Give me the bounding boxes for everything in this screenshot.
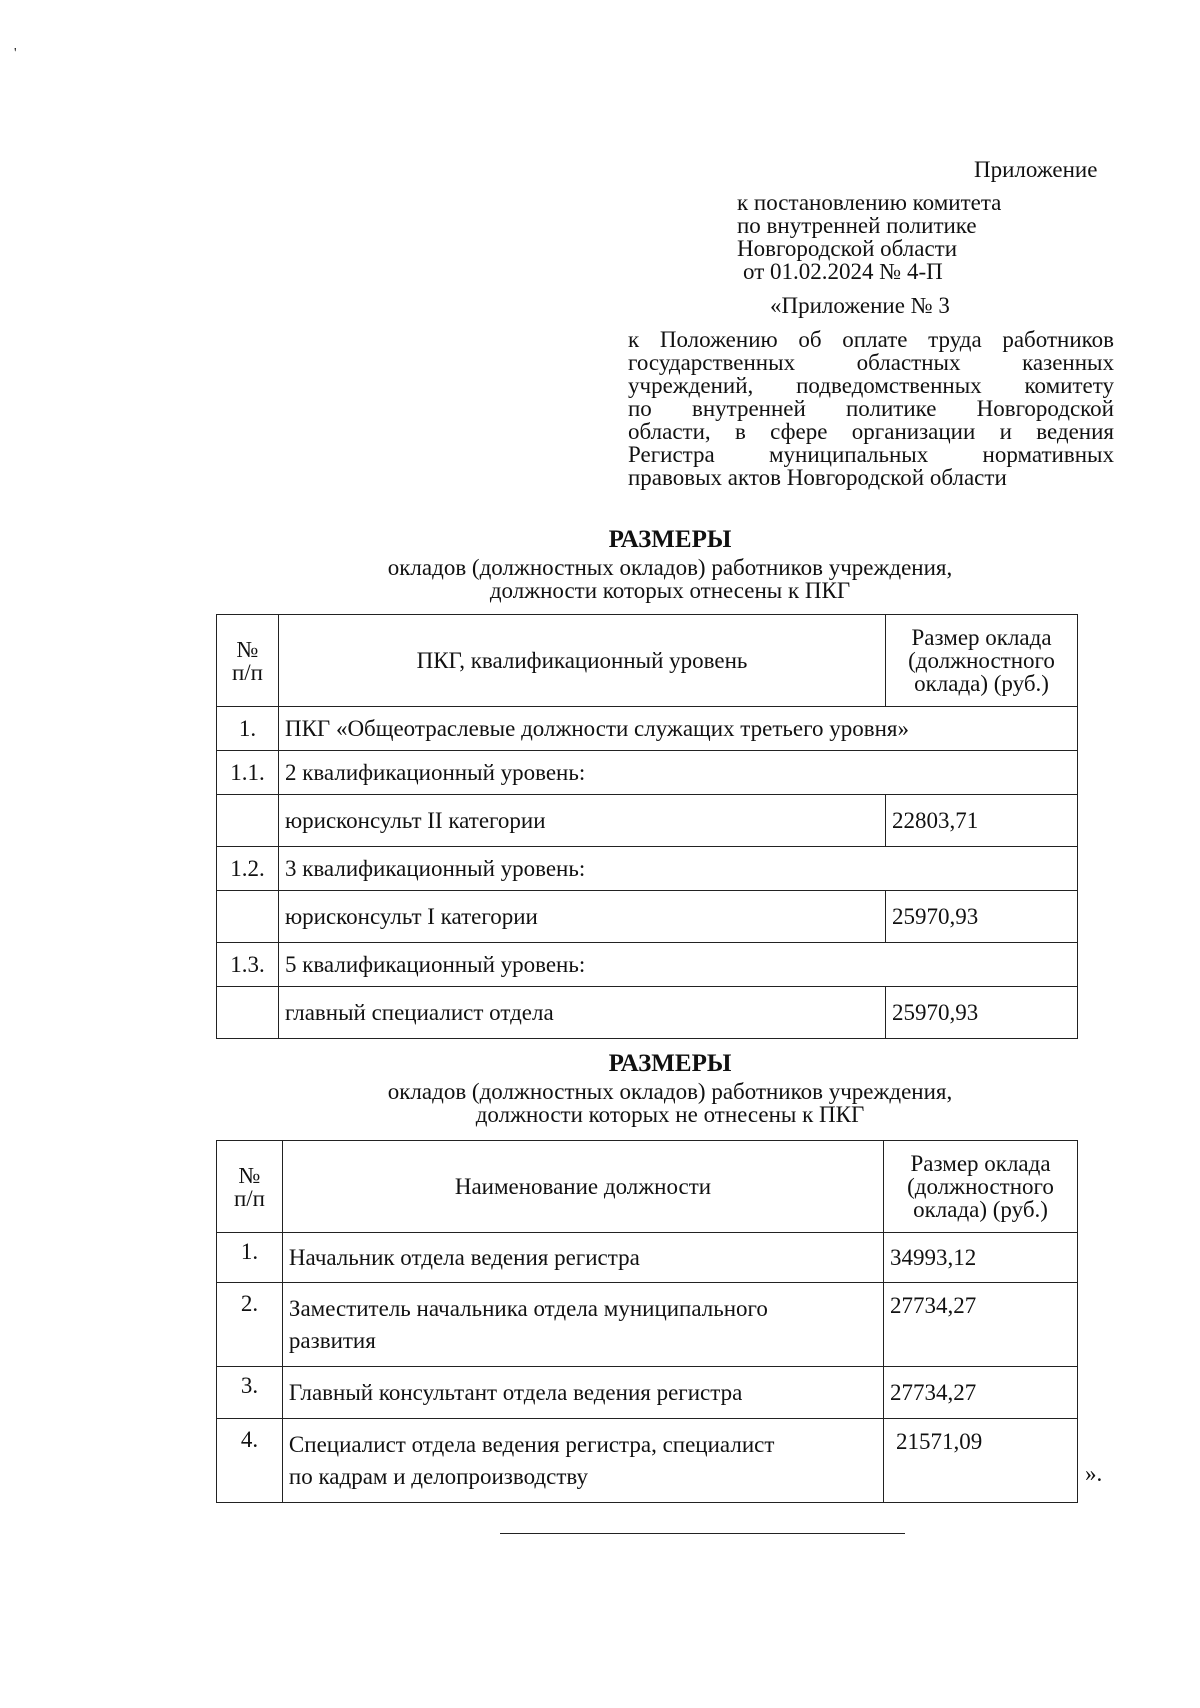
row-level-name: 2 квалификационный уровень: — [278, 751, 1077, 795]
resolution-line-2: по внутренней политике — [737, 213, 977, 238]
row-num: 1.3. — [217, 943, 279, 987]
header-num-cell: № п/п — [217, 615, 279, 707]
row-position: Заместитель начальника отдела муниципального развития — [282, 1283, 883, 1367]
row-group-name: ПКГ «Общеотраслевые должности служащих третьего уровня» — [278, 707, 1077, 751]
regulation-reference: к Положению об оплате труда работников государственных областных казенных учреждений, подведомственных комитету по внутренней политике Новгородской области, в сфере организации и ведения Регистра муниципальных нормативных правовых актов Новгородской области — [628, 327, 1114, 490]
section2-title: РАЗМЕРЫ — [608, 1050, 732, 1077]
section2-subtitle-line-1: окладов (должностных окладов) работников учреждения, — [387, 1079, 953, 1104]
row-position: юрисконсульт II категории — [278, 795, 885, 847]
section1-title: РАЗМЕРЫ — [608, 526, 732, 553]
row-num-empty — [217, 795, 279, 847]
row-level-name: 5 квалификационный уровень: — [278, 943, 1077, 987]
non-pkg-salary-table — [216, 1140, 1078, 1503]
closing-quote: ». — [1085, 1461, 1103, 1486]
row-salary: 27734,27 — [884, 1283, 1078, 1367]
row-num: 4. — [217, 1419, 283, 1503]
table-row — [217, 1419, 1078, 1503]
row-num-empty — [217, 891, 279, 943]
row-salary: 25970,93 — [886, 891, 1078, 943]
row-num: 1.2. — [217, 847, 279, 891]
pkg-salary-table — [216, 614, 1078, 1039]
appendix-label: Приложение — [974, 157, 1098, 182]
resolution-line-3: Новгородской области — [737, 236, 958, 261]
row-salary: 21571,09 — [884, 1419, 1078, 1503]
table-row — [217, 987, 1078, 1039]
table-row — [217, 1233, 1078, 1283]
header-salary-cell: Размер оклада (должностного оклада) (руб.) — [886, 615, 1078, 707]
table-row — [217, 1283, 1078, 1367]
row-num: 1.1. — [217, 751, 279, 795]
table-row — [217, 891, 1078, 943]
table-row — [217, 707, 1078, 751]
table-header-row — [217, 615, 1078, 707]
row-num: 1. — [217, 1233, 283, 1283]
row-position: Специалист отдела ведения регистра, специалист по кадрам и делопроизводству — [282, 1419, 883, 1503]
row-num: 1. — [217, 707, 279, 751]
table-header-row — [217, 1141, 1078, 1233]
section2-subtitle-line-2: должности которых не отнесены к ПКГ — [475, 1102, 865, 1127]
row-num-empty — [217, 987, 279, 1039]
row-salary: 25970,93 — [886, 987, 1078, 1039]
resolution-line-1: к постановлению комитета — [737, 190, 1002, 215]
appendix-3-label: «Приложение № 3 — [770, 293, 950, 318]
row-position: Начальник отдела ведения регистра — [282, 1233, 883, 1283]
header-num-cell: № п/п — [217, 1141, 283, 1233]
table-row — [217, 847, 1078, 891]
row-num: 2. — [217, 1283, 283, 1367]
header-salary-cell: Размер оклада (должностного оклада) (руб.) — [884, 1141, 1078, 1233]
section1-subtitle-line-2: должности которых отнесены к ПКГ — [489, 578, 851, 603]
header-name-cell: Наименование должности — [282, 1141, 883, 1233]
row-position: юрисконсульт I категории — [278, 891, 885, 943]
table-row — [217, 795, 1078, 847]
header-name-cell: ПКГ, квалификационный уровень — [278, 615, 885, 707]
closing-rule — [500, 1533, 905, 1534]
stray-mark: ' — [14, 46, 17, 61]
row-salary: 27734,27 — [884, 1367, 1078, 1419]
table-row — [217, 943, 1078, 987]
row-position: главный специалист отдела — [278, 987, 885, 1039]
table-row — [217, 1367, 1078, 1419]
row-level-name: 3 квалификационный уровень: — [278, 847, 1077, 891]
row-salary: 22803,71 — [886, 795, 1078, 847]
section1-subtitle-line-1: окладов (должностных окладов) работников учреждения, — [387, 555, 953, 580]
row-position: Главный консультант отдела ведения регистра — [282, 1367, 883, 1419]
row-num: 3. — [217, 1367, 283, 1419]
table-row — [217, 751, 1078, 795]
resolution-date: от 01.02.2024 № 4-П — [743, 259, 943, 284]
row-salary: 34993,12 — [884, 1233, 1078, 1283]
